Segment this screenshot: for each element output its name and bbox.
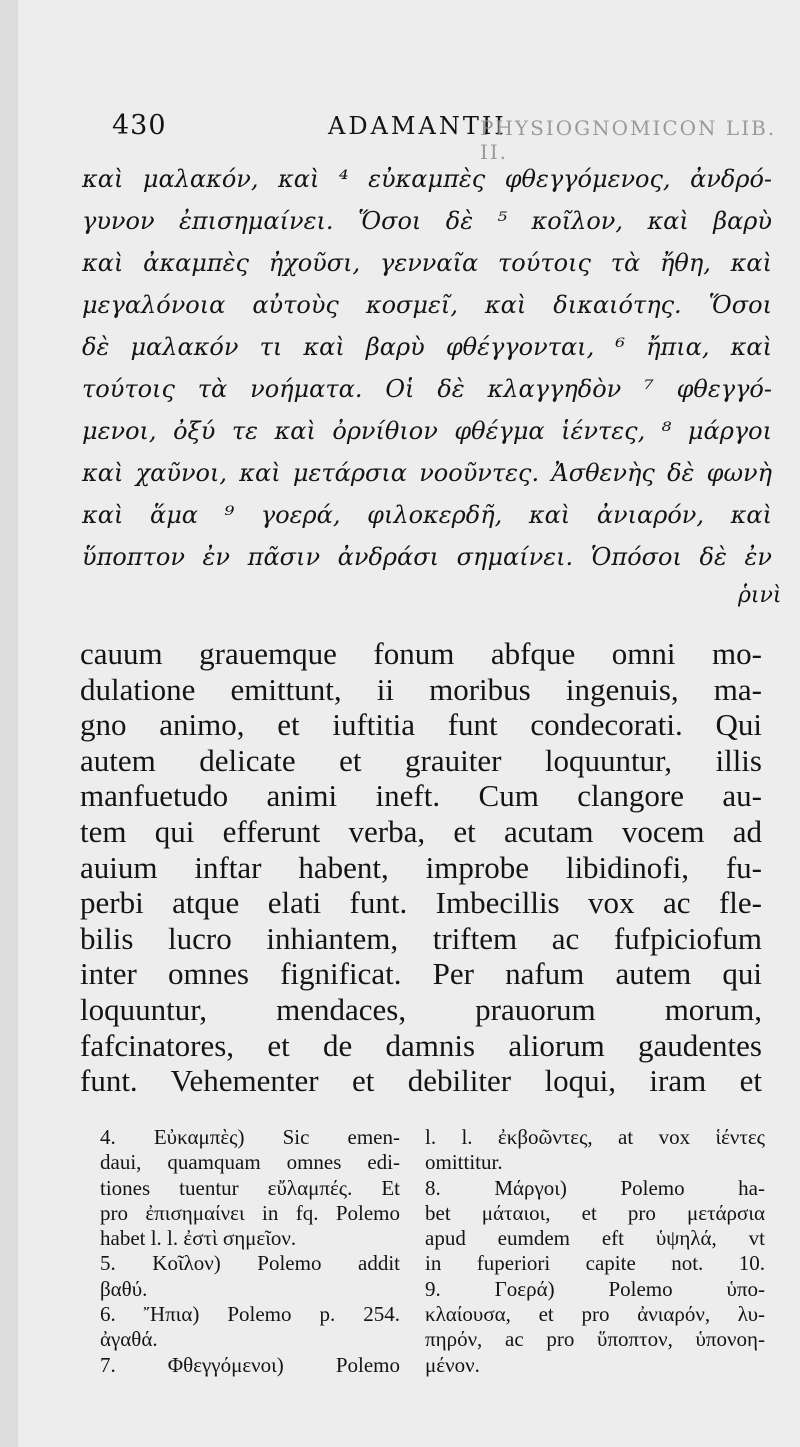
- latin-line: dulatione emittunt, ii moribus ingenuis, ma-: [80, 671, 762, 707]
- greek-line: δὲ μαλακόν τι καὶ βαρὺ φθέγγονται, ⁶ ἤπια, καὶ: [82, 333, 772, 361]
- latin-text-block: [80, 636, 762, 1099]
- greek-line: γυνον ἐπισημαίνει. Ὅσοι δὲ ⁵ κοῖλον, καὶ βαρὺ: [82, 207, 772, 235]
- footnote-line: omittitur.: [425, 1150, 503, 1175]
- greek-line: μεγαλόνοια αὐτοὺς κοσμεῖ, καὶ δικαιότης. Ὅσοι: [82, 291, 772, 319]
- footnote-line: in fuperiori capite not. 10.: [425, 1251, 765, 1276]
- greek-line: καὶ μαλακόν, καὶ ⁴ εὐκαμπὲς φθεγγόμενος, ἀνδρό-: [82, 165, 772, 193]
- latin-line: bilis lucro inhiantem, triftem ac fufpiciofum: [80, 920, 762, 956]
- catchword: ῥινὶ: [738, 583, 782, 608]
- page-edge-shadow: [0, 0, 18, 1447]
- greek-text-block: [82, 158, 772, 578]
- latin-line: inter omnes fignificat. Per nafum autem qui: [80, 956, 762, 992]
- footnote-line: 6. Ἤπια) Polemo p. 254.: [100, 1302, 400, 1327]
- footnote-line: 5. Κοῖλον) Polemo addit: [100, 1251, 400, 1276]
- latin-line: loquuntur, mendaces, prauorum morum,: [80, 991, 762, 1027]
- footnote-line: 7. Φθεγγόμενοι) Polemo: [100, 1352, 400, 1377]
- footnote-line: μένον.: [425, 1352, 480, 1377]
- running-head: ADAMANTII: [328, 112, 507, 140]
- page-number: 430: [112, 110, 167, 141]
- latin-line: perbi atque elati funt. Imbecillis vox ac fle-: [80, 885, 762, 921]
- latin-line: cauum grauemque fonum abfque omni mo-: [80, 636, 762, 671]
- latin-line: gno animo, et iuftitia funt condecorati. Qui: [80, 707, 762, 743]
- greek-line: καὶ χαῦνοι, καὶ μετάρσια νοοῦντες. Ἀσθενὴς δὲ φωνὴ: [82, 459, 772, 487]
- footnote-line: habet l. l. ἐστὶ σημεῖον.: [100, 1226, 297, 1251]
- footnote-line: 9. Γοερά) Polemo ὑπο-: [425, 1276, 765, 1301]
- footnote-line: bet μάταιοι, et pro μετάρσια: [425, 1200, 765, 1225]
- footnotes-left-column: [100, 1125, 400, 1378]
- greek-line: ὕποπτον ἐν πᾶσιν ἀνδράσι σημαίνει. Ὁπόσοι δὲ ἐν: [82, 543, 772, 571]
- footnote-line: πηρόν, ac pro ὕποπτον, ὑπονοη-: [425, 1327, 765, 1352]
- footnote-line: pro ἐπισημαίνει in fq. Polemo: [100, 1200, 400, 1225]
- latin-line: autem delicate et grauiter loquuntur, illis: [80, 742, 762, 778]
- latin-line: manfuetudo animi ineft. Cum clangore au-: [80, 778, 762, 814]
- greek-line: μενοι, ὀξύ τε καὶ ὀρνίθιον φθέγμα ἱέντες, ⁸ μάργοι: [82, 417, 772, 445]
- footnote-line: βαθύ.: [100, 1276, 148, 1301]
- footnote-line: tiones tuentur εὔλαμπές. Et: [100, 1175, 400, 1200]
- footnote-line: ἀγαθά.: [100, 1327, 158, 1352]
- footnote-line: l. l. ἐκβοῶντες, at vox ἱέντες: [425, 1125, 765, 1149]
- greek-line: καὶ ἀκαμπὲς ἠχοῦσι, γενναῖα τούτοις τὰ ἤθη, καὶ: [82, 249, 772, 277]
- greek-line: τούτοις τὰ νοήματα. Οἱ δὲ κλαγγηδὸν ⁷ φθεγγό-: [82, 375, 772, 403]
- latin-line: funt. Vehementer et debiliter loqui, iram et: [80, 1063, 762, 1099]
- latin-line: auium inftar habent, improbe libidinofi, fu-: [80, 849, 762, 885]
- footnote-line: κλαίουσα, et pro ἀνιαρόν, λυ-: [425, 1302, 765, 1327]
- footnote-line: 4. Εὐκαμπὲς) Sic emen-: [100, 1125, 400, 1149]
- bleed-through-text: PHYSIOGNOMICON LIB. II.: [480, 116, 777, 164]
- footnotes-right-column: [425, 1125, 765, 1378]
- footnote-line: apud eumdem eft ὑψηλά, vt: [425, 1226, 765, 1251]
- latin-line: tem qui efferunt verba, et acutam vocem ad: [80, 813, 762, 849]
- latin-line: fafcinatores, et de damnis aliorum gaudentes: [80, 1027, 762, 1063]
- footnote-line: 8. Μάργοι) Polemo ha-: [425, 1175, 765, 1200]
- greek-line: καὶ ἅμα ⁹ γοερά, φιλοκερδῆ, καὶ ἀνιαρόν, καὶ: [82, 501, 772, 529]
- footnote-line: daui, quamquam omnes edi-: [100, 1150, 400, 1175]
